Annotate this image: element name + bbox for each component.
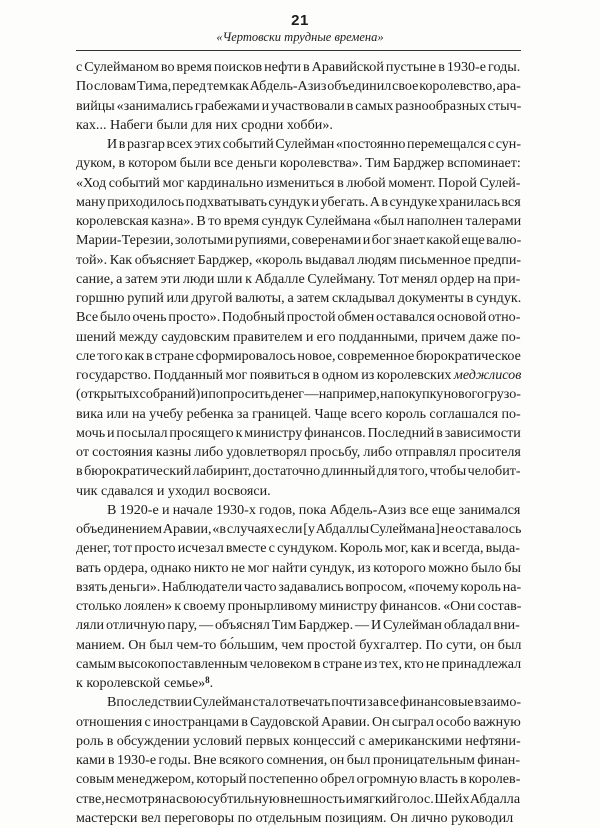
body-text bbox=[76, 58, 521, 828]
text-line: совым менеджером, который постепенно обрел огромную власть в королев- bbox=[76, 771, 521, 788]
paragraph bbox=[76, 135, 521, 501]
text-line: горшню рупий или другой валюты, а затем складывал документы в сундук. bbox=[76, 290, 522, 306]
text-line: Все было очень просто». Подобный простой обмен оставался основой отно- bbox=[76, 309, 521, 326]
text-line: (открытых собраний) и попросить денег — например, на покупку нового грузо- bbox=[76, 386, 521, 403]
italic-term: меджлисов bbox=[453, 367, 522, 383]
text-line: сле того как в стране сформировалось новое, современное бюрократическое bbox=[76, 347, 521, 364]
text-line: той». Как объясняет Барджер, «король выдавал людям письменное предпи- bbox=[76, 251, 522, 268]
text-line: Марии-Терезии, золотыми рупиями, совеpенами и бог знает какой еще валю- bbox=[76, 232, 522, 249]
text-line: ману приходилось подхватывать сундук и убегать. А в сундуке хранилась вся bbox=[76, 193, 521, 210]
paragraph bbox=[76, 693, 521, 828]
text-line: с Сулейманом во время поисков нефти в Аравийской пустыне в 1930-е годы. bbox=[76, 59, 521, 75]
text-segment: государство. Подданный мог появиться в одном из королевских bbox=[76, 367, 454, 383]
text-line: столько лоялен» к своему пронырливому министру финансов. «Они состав- bbox=[76, 598, 522, 614]
text-line: В 1920-е и начале 1930-х годов, пока Абдель-Азиз все еще занимался bbox=[107, 501, 521, 518]
footnote-marker: 8 bbox=[205, 675, 210, 685]
text-line: ляли отличную пару, — объяснял Тим Барджер. — И Сулейман обладал вни- bbox=[76, 617, 520, 634]
text-line: ках... Набеги были для них сродни хобби». bbox=[76, 116, 333, 133]
page-header bbox=[0, 12, 600, 45]
text-line: денег, тот просто исчезал вместе с сундуком. Король мог, как и всегда, выда- bbox=[76, 540, 520, 557]
text-line: королевская казна». В то время сундук Сулеймана «был наполнен талерами bbox=[76, 213, 522, 229]
paragraph bbox=[76, 58, 521, 135]
paragraph bbox=[76, 501, 521, 694]
text-segment: . bbox=[209, 675, 214, 691]
text-line: сание, а затем эти люди шли к Абдалле Сулейману. Тот менял ордер на при- bbox=[76, 270, 521, 287]
header-rule bbox=[76, 50, 521, 51]
text-line: в бюрократический лабиринт, достаточно длинный для того, чтобы челобит- bbox=[76, 463, 521, 480]
text-line bbox=[76, 674, 521, 693]
text-line: вика или на учебу ребенка за границей. Чаще всего король соглашался по- bbox=[76, 405, 521, 422]
text-line: самым высокопоставленным человеком в стране из тех, кто не принадлежал bbox=[76, 655, 522, 672]
text-line: мастерски вел переговоры по отдельным позициям. Он лично руководил bbox=[76, 809, 514, 826]
text-line: от состояния казны либо удовлетворял просьбу, либо отправлял просителя bbox=[76, 444, 521, 460]
text-line: По словам Тима, перед тем как Абдель-Азиз объединил свое королевство, ара- bbox=[76, 78, 521, 95]
text-line: отношения с иностранцами в Саудовской Аравии. Он сыграл особо важную bbox=[76, 713, 521, 730]
text-line: роль в обсуждении условий первых концессий с американскими нефтяни- bbox=[76, 732, 521, 749]
text-line: шений между саудовским правителем и его подданными, причем даже по- bbox=[76, 328, 521, 345]
text-line bbox=[76, 366, 521, 385]
text-line: ками в 1930-е годы. Вне всякого сомнения, он был проницательным финан- bbox=[76, 752, 521, 768]
text-line: объединением Аравии, «в случаях если [у Абдаллы Сулеймана] не оставалось bbox=[76, 521, 522, 537]
text-line: вать ордера, однако никто не мог найти сундук, из которого можно было бы bbox=[76, 559, 521, 576]
text-line: манием. Он был чем-то бо́льшим, чем простой бухгалтер. По сути, он был bbox=[76, 636, 522, 653]
page-number: 21 bbox=[291, 12, 309, 29]
text-line: И в разгар всех этих событий Сулейман «постоянно перемещался с сун- bbox=[107, 136, 522, 152]
text-line: чик сдавался и уходил восвояси. bbox=[76, 482, 271, 499]
text-line: взять деньги». Наблюдатели часто задавались вопросом, «почему король на- bbox=[76, 578, 522, 595]
text-line: мочь и посылал просящего к министру финансов. Последний в зависимости bbox=[76, 424, 521, 441]
text-line: дуком, в котором были все деньги королевства». Тим Барджер вспоминает: bbox=[76, 155, 521, 172]
text-segment: к королевской семье» bbox=[76, 675, 206, 691]
text-line: стве, несмотря на свою субтильную внешность и мягкий голос. Шейх Абдалла bbox=[76, 790, 521, 807]
running-title: «Чертовски трудные времена» bbox=[216, 30, 384, 44]
text-line: Впоследствии Сулейман стал отвечать почти за все финансовые взаимо- bbox=[107, 694, 522, 711]
text-line: вийцы «занимались грабежами и участвовали в самых разнообразных стыч- bbox=[76, 97, 522, 114]
text-line: «Ход событий мог кардинально измениться в любой момент. Порой Сулей- bbox=[76, 174, 521, 191]
